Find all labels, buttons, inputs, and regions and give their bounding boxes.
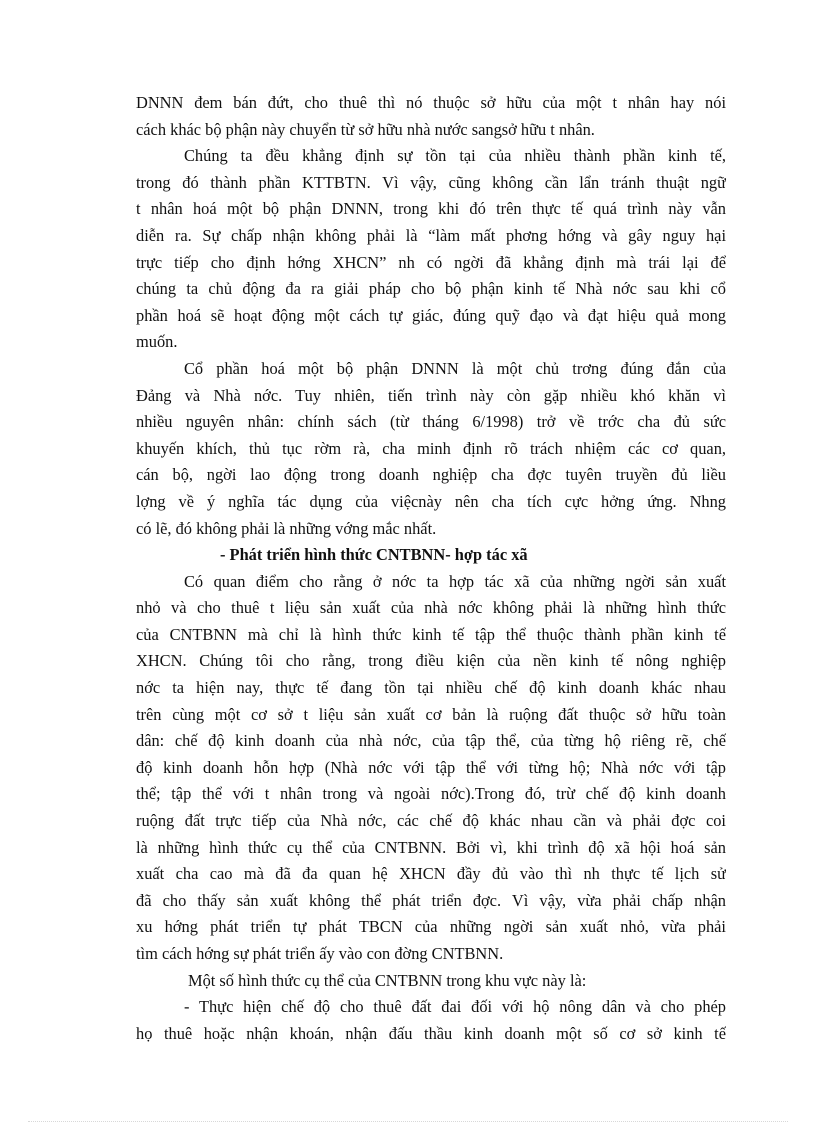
page-bottom-divider [28, 1121, 788, 1122]
text-line: trên cùng một cơ sở t liệu sản xuất cơ bản là ruộng đất thuộc sở hữu toàn [136, 704, 726, 724]
text-line: đã cho thấy sản xuất không thể phát triển đợc. Vì vậy, vừa phải chấp nhận [136, 890, 726, 910]
text-line: trực tiếp cho định hớng XHCN” nh có ngời đã khẳng định mà trái lại để [136, 252, 726, 272]
text-line: dân: chế độ kinh doanh của nhà nớc, của tập thể, của từng hộ riêng rẽ, chế [136, 731, 726, 751]
text-line: họ thuê hoặc nhận khoán, nhận đấu thầu kinh doanh một số cơ sở kinh tế [136, 1023, 726, 1043]
text-line: t nhân hoá một bộ phận DNNN, trong khi đó trên thực tế quá trình này vẫn [136, 199, 726, 219]
body-text [136, 90, 726, 1047]
text-line: phần hoá sẽ hoạt động một cách tự giác, đúng quỹ đạo và đạt hiệu quả mong [136, 305, 726, 325]
text-line: diễn ra. Sự chấp nhận không phải là “làm mất phơng hớng và gây nguy hại [136, 225, 726, 245]
text-line: nớc ta hiện nay, thực tế đang tồn tại nhiều chế độ kinh doanh khác nhau [136, 678, 726, 698]
text-line: có lẽ, đó không phải là những vớng mắc nhất. [136, 518, 437, 538]
text-line: xuất cha cao mà đã đa quan hệ XHCN đầy đủ vào thì nh thực tế lịch sử [136, 864, 726, 884]
text-line: nhỏ và cho thuê t liệu sản xuất của nhà nớc không phải là những hình thức [136, 598, 726, 618]
text-line: DNNN đem bán đứt, cho thuê thì nó thuộc sở hữu của một t nhân hay nói [136, 93, 726, 112]
text-line: XHCN. Chúng tôi cho rằng, trong điều kiện của nền kinh tế nông nghiệp [136, 651, 726, 671]
text-line: Một số hình thức cụ thể của CNTBNN trong khu vực này là: [188, 970, 587, 990]
text-line: của CNTBNN mà chỉ là hình thức kinh tế tập thể thuộc thành phần kinh tế [136, 624, 726, 644]
text-line: lợng về ý nghĩa tác dụng của việcnày nên cha tích cực hởng ứng. Nhng [136, 491, 726, 511]
text-line: cách khác bộ phận này chuyển từ sở hữu nhà nước sangsở hữu t nhân. [136, 119, 595, 139]
text-line: thể; tập thể với t nhân trong và ngoài nớc).Trong đó, trừ chế độ kinh doanh [136, 784, 726, 804]
text-line: chúng ta chủ động đa ra giải pháp cho bộ phận kinh tế Nhà nớc sau khi cổ [136, 279, 726, 299]
text-line: ruộng đất trực tiếp của Nhà nớc, các chế độ khác nhau cần và phải đợc coi [136, 811, 726, 831]
text-line: Đảng và Nhà nớc. Tuy nhiên, tiến trình này còn gặp nhiều khó khăn vì [136, 385, 726, 405]
text-line: là những hình thức cụ thể của CNTBNN. Bởi vì, khi trình độ xã hội hoá sản [136, 837, 726, 857]
text-line: Chúng ta đều khẳng định sự tồn tại của nhiều thành phần kinh tế, [184, 146, 726, 166]
text-line: muốn. [136, 332, 178, 352]
text-line: - Thực hiện chế độ cho thuê đất đai đối với hộ nông dân và cho phép [184, 997, 726, 1017]
text-line: khuyến khích, thủ tục rờm rà, cha minh định rõ trách nhiệm các cơ quan, [136, 438, 726, 458]
text-line: Cổ phần hoá một bộ phận DNNN là một chủ trơng đúng đắn của [184, 358, 726, 378]
text-line: trong đó thành phần KTTBTN. Vì vậy, cũng không cần lẩn tránh thuật ngữ [136, 172, 726, 192]
text-line: tìm cách hớng sự phát triển ấy vào con đờng CNTBNN. [136, 944, 504, 963]
text-line: nhiều nguyên nhân: chính sách (từ tháng 6/1998) trở về trớc cha đủ sức [136, 412, 726, 432]
text-line: xu hớng phát triển tự phát TBCN của những ngời sản xuất nhỏ, vừa phải [136, 917, 726, 937]
text-line: độ kinh doanh hỗn hợp (Nhà nớc với tập thể với từng hộ; Nhà nớc với tập [136, 757, 726, 777]
text-line: Có quan điểm cho rằng ở nớc ta hợp tác xã của những ngời sản xuất [184, 571, 726, 591]
text-line: cán bộ, ngời lao động trong doanh nghiệp cha đợc tuyên truyền đủ liều [136, 465, 726, 485]
section-heading: - Phát triển hình thức CNTBNN- hợp tác xã [220, 545, 528, 565]
